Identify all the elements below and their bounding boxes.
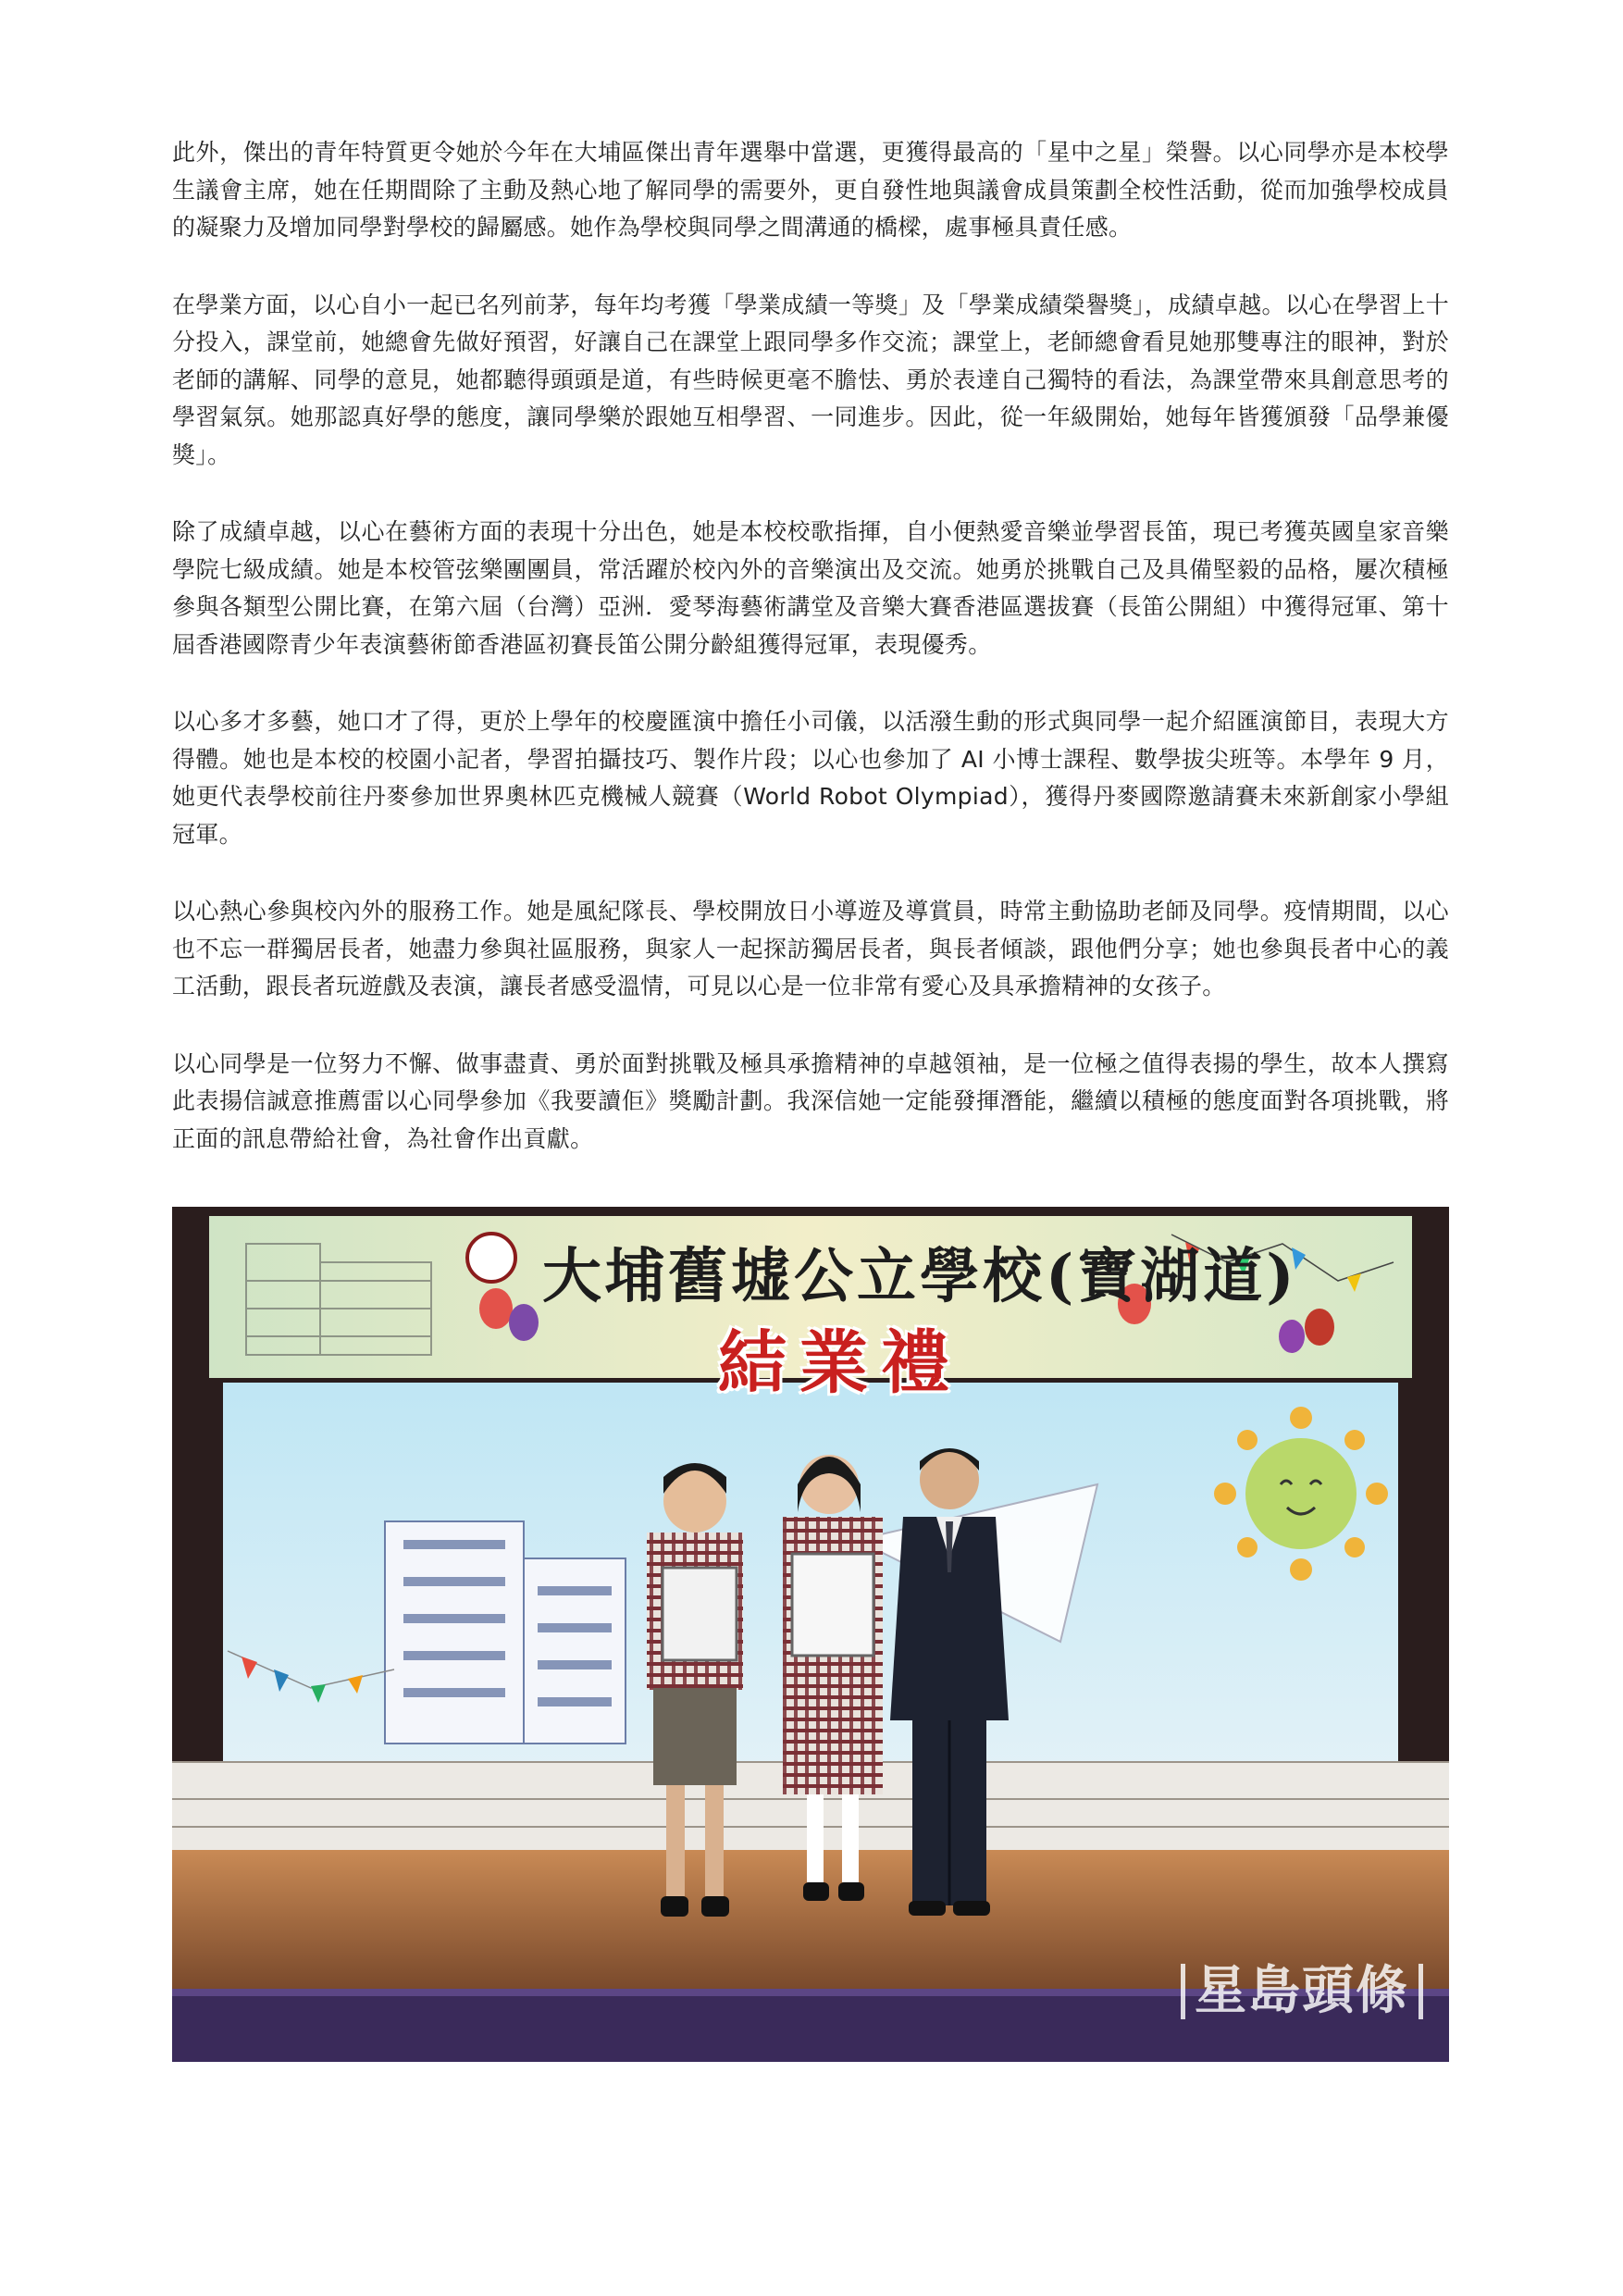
- banner-subtitle: 結業禮: [718, 1323, 962, 1403]
- ceremony-photo: [172, 1207, 1449, 2062]
- paragraph-6: 以心同學是一位努力不懈、做事盡責、勇於面對挑戰及極具承擔精神的卓越領袖，是一位極之值得表揚的學生，故本人撰寫此表揚信誠意推薦雷以心同學參加《我要讀佢》獎勵計劃。我深信她一定能發揮潛能，繼續以積極的態度面對各項挑戰，將正面的訊息帶給社會，為社會作出貢獻。: [172, 1049, 1449, 1152]
- banner-title: 大埔舊墟公立學校(寶湖道): [542, 1242, 1298, 1311]
- paragraph-5: 以心熱心參與校內外的服務工作。她是風紀隊長、學校開放日小導遊及導賞員，時常主動協助老師及同學。疫情期間，以心也不忘一群獨居長者，她盡力參與社區服務，與家人一起探訪獨居長者，與長者傾談，跟他們分享；她也參與長者中心的義工活動，跟長者玩遊戲及表演，讓長者感受溫情，可見以心是一位非常有愛心及具承擔精神的女孩子。: [172, 898, 1449, 999]
- paragraph-2: 在學業方面，以心自小一起已名列前茅，每年均考獲「學業成績一等獎」及「學業成績榮譽獎」，成績卓越。以心在學習上十分投入，課堂前，她總會先做好預習，好讓自己在課堂上跟同學多作交流；課堂上，老師總會看見她那雙專注的眼神，對於老師的講解、同學的意見，她都聽得頭頭是道，有些時候更毫不膽怯、勇於表達自己獨特的看法，為課堂帶來具創意思考的學習氣氛。她那認真好學的態度，讓同學樂於跟她互相學習、一同進步。因此，從一年級開始，她每年皆獲頒發「品學兼優獎」。: [172, 291, 1449, 468]
- school-logo: [467, 1234, 515, 1282]
- paragraph-3: 除了成績卓越，以心在藝術方面的表現十分出色，她是本校校歌指揮，自小便熱愛音樂並學習長笛，現已考獲英國皇家音樂學院七級成績。她是本校管弦樂團團員，常活躍於校內外的音樂演出及交流。她勇於挑戰自己及具備堅毅的品格，屢次積極參與各類型公開比賽，在第六屆（台灣）亞洲．愛琴海藝術講堂及音樂大賽香港區選拔賽（長笛公開組）中獲得冠軍、第十屆香港國際青少年表演藝術節香港區初賽長笛公開分齡組獲得冠軍，表現優秀。: [172, 518, 1449, 658]
- certificate-boy: [663, 1568, 737, 1660]
- watermark-logo: 星島頭條: [1181, 1964, 1423, 2019]
- paragraph-4: 以心多才多藝，她口才了得，更於上學年的校慶匯演中擔任小司儀，以活潑生動的形式與同學一起介紹匯演節目，表現大方得體。她也是本校的校園小記者，學習拍攝技巧、製作片段；以心也參加了 AI 小博士課程、數學拔尖班等。本學年 9 月，她更代表學校前往丹麥參加世界奧林匹克機械人競賽（World Robot Olympiad），獲得丹麥國際邀請賽未來新創家小學組冠軍。: [172, 708, 1449, 848]
- certificate-girl: [792, 1554, 873, 1656]
- paragraph-1: 此外，傑出的青年特質更令她於今年在大埔區傑出青年選舉中當選，更獲得最高的「星中之星」榮譽。以心同學亦是本校學生議會主席，她在任期間除了主動及熱心地了解同學的需要外，更自發性地與議會成員策劃全校性活動，從而加強學校成員的凝聚力及增加同學對學校的歸屬感。她作為學校與同學之間溝通的橋樑，處事極具責任感。: [172, 139, 1449, 241]
- letter-body: [172, 134, 1449, 1198]
